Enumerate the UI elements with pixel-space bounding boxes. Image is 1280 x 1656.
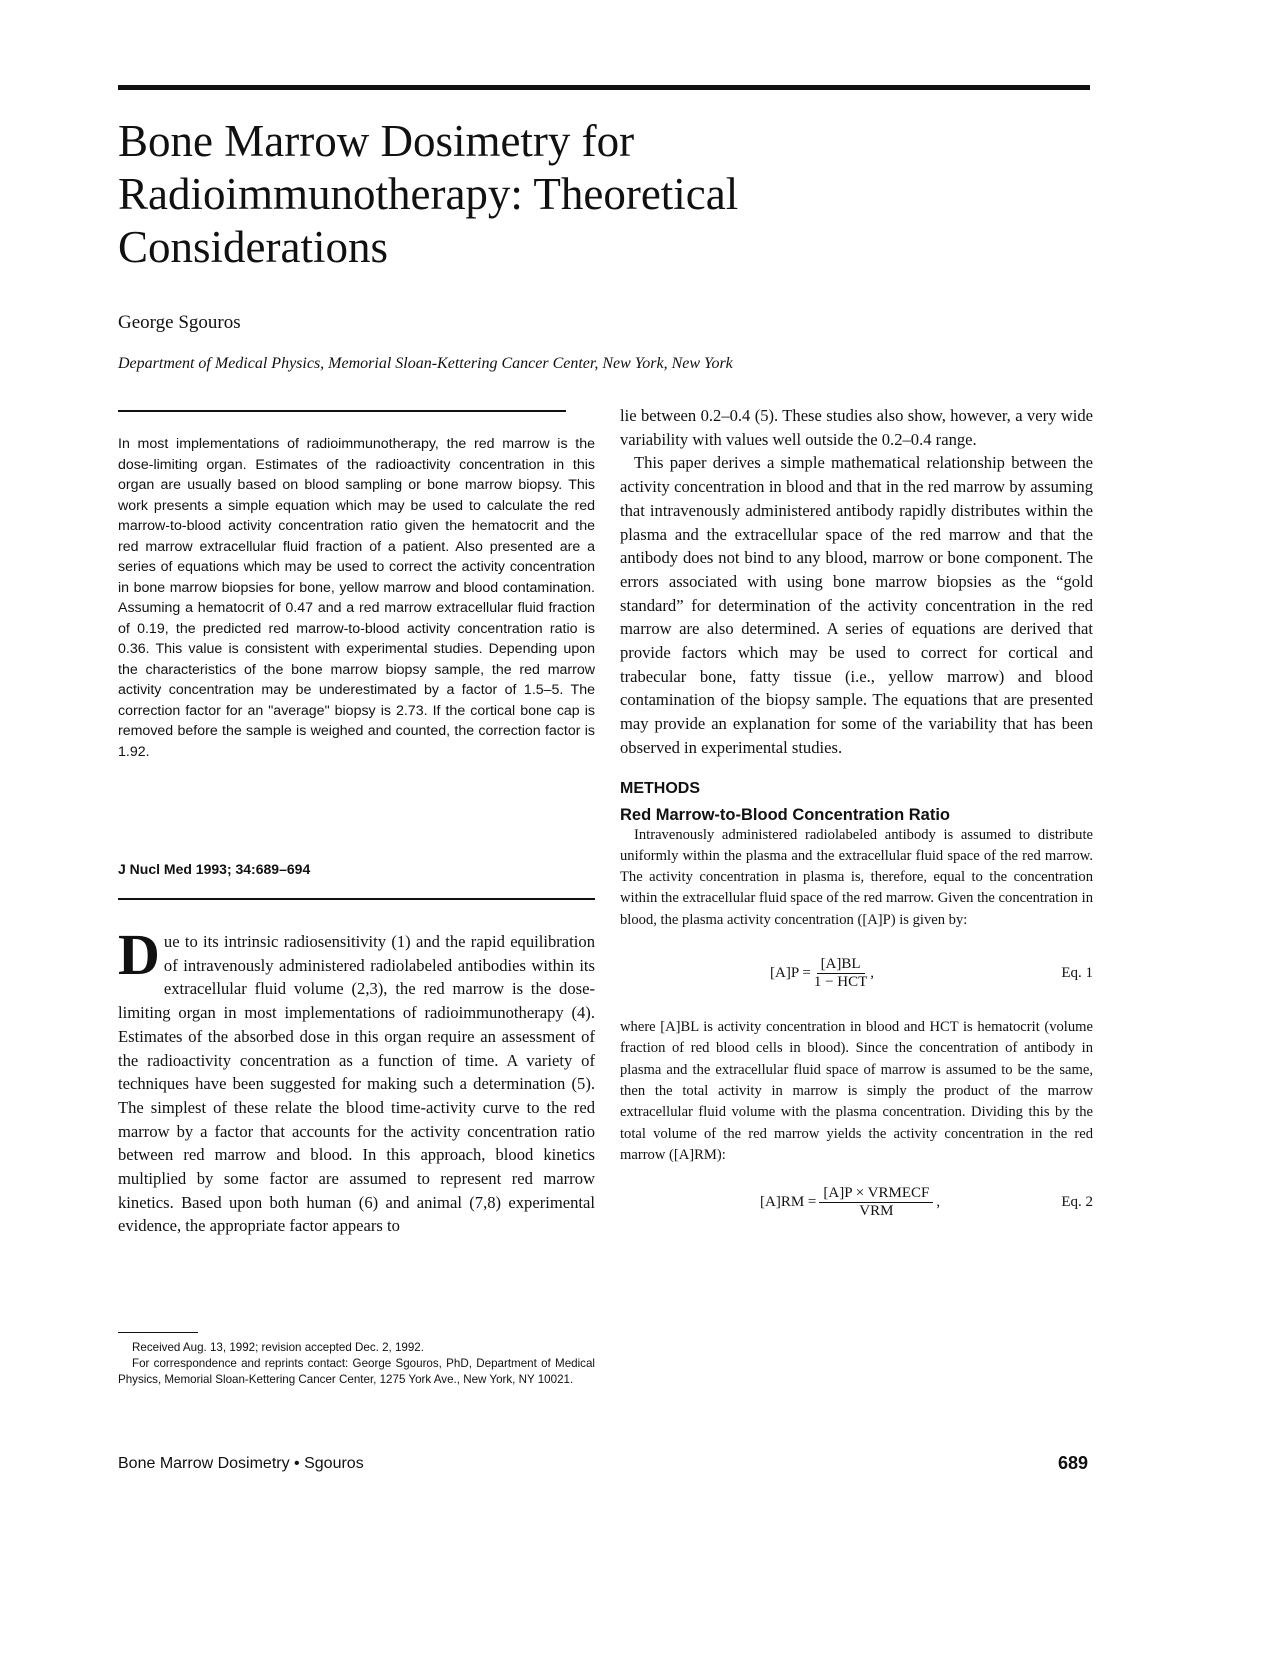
intro-text: ue to its intrinsic radiosensitivity (1) and the rapid equilibration of intravenously administered radiolabeled antibodies within its extracellular fluid volume (2,3), the red marrow is the dose-limiting organ in most implementations of radioimmunotherapy (4). Estimates of the absorbed dose in this organ require an assessment of the radioactivity concentration as a function of time. A variety of techniques have been suggested for making such a determination (5). The simplest of these relate the blood time-activity curve to the red marrow by a factor that accounts for the activity concentration ratio between red marrow and blood. In this approach, blood kinetics multiplied by some factor are assumed to represent red marrow kinetics. Based upon both human (6) and animal (7,8) experimental evidence, the appropriate factor appears to xyxy=(118,932,595,1236)
paragraph: Intravenously administered radiolabeled antibody is assumed to distribute uniformly within the plasma and the extracellular fluid space of the red marrow. The activity concentration in plasma is, therefore, equal to the concentration within the extracellular fluid space of the red marrow. Given the concentration in blood, the plasma activity concentration ([A]P) is given by: xyxy=(620,826,1093,928)
paragraph: This paper derives a simple mathematical relationship between the activity concentration in blood and that in the red marrow by assuming that intravenously administered antibody rapidly distributes within the plasma and the extracellular space of the red marrow and that the antibody does not bind to any blood, marrow or bone component. The errors associated with using bone marrow biopsies as the “gold standard” for determination of the activity concentration in the red marrow are also determined. A series of equations are derived that provide factors which may be used to correct for cortical and trabecular bone, fatty tissue (i.e., yellow marrow) and blood contamination of the biopsy sample. The equations that are presented may provide an explanation for some of the variability that has been observed in experimental studies. xyxy=(620,453,1093,757)
eq1-denominator: 1 − HCT xyxy=(813,973,868,990)
intro-paragraph xyxy=(118,922,595,1238)
eq1-numerator: [A]BL xyxy=(817,956,865,974)
intro-section xyxy=(118,922,595,1238)
footnote-received: Received Aug. 13, 1992; revision accepted Dec. 2, 1992. xyxy=(132,1341,424,1354)
eq1-comma: , xyxy=(870,964,875,981)
eq2-comma: , xyxy=(936,1193,941,1210)
affiliation: Department of Medical Physics, Memorial Sloan-Kettering Cancer Center, New York, New York xyxy=(118,355,733,372)
eq2-lhs: [A]RM = xyxy=(760,1193,817,1210)
eq2-numerator: [A]P × VRMECF xyxy=(819,1185,933,1203)
abstract-top-rule xyxy=(118,410,566,412)
equation-2 xyxy=(620,1180,1093,1224)
footnote-correspondence: For correspondence and reprints contact: George Sgouros, PhD, Department of Medical Physics, Memorial Sloan-Kettering Cancer Center, 1275 York Ave., New York, NY 10021. xyxy=(118,1357,595,1386)
top-rule xyxy=(118,85,1090,90)
eq2-denominator: VRM xyxy=(859,1202,894,1219)
right-column xyxy=(620,404,1093,1238)
paragraph: where [A]BL is activity concentration in blood and HCT is hematocrit (volume fraction of red blood cells in blood). Since the concentration of antibody in plasma and the extracellular fluid space of marrow is assumed to be the same, then the total activity in marrow is simply the product of the marrow extracellular fluid volume with the plasma concentration. Dividing this by the total volume of the red marrow yields the activity concentration in the red marrow ([A]RM): xyxy=(620,1019,1093,1163)
footnotes xyxy=(118,1340,595,1388)
running-title: Bone Marrow Dosimetry • Sgouros xyxy=(118,1455,364,1472)
drop-cap: D xyxy=(118,922,160,987)
eq1-label: Eq. 1 xyxy=(1061,964,1093,981)
footnote-rule xyxy=(118,1332,198,1333)
author: George Sgouros xyxy=(118,312,241,333)
page-number: 689 xyxy=(1058,1453,1089,1473)
section-heading: METHODS xyxy=(620,779,700,797)
eq2-label: Eq. 2 xyxy=(1061,1193,1093,1210)
abstract: In most implementations of radioimmunotherapy, the red marrow is the dose-limiting organ. Estimates of the radioactivity concentration in this organ are usually based on blood sampling or bone marrow biopsy. This work presents a simple equation which may be used to calculate the red marrow-to-blood activity concentration ratio given the hematocrit and the red marrow extracellular fluid fraction of a patient. Also presented are a series of equations which may be used to correct the activity concentration in bone marrow biopsies for bone, yellow marrow and blood contamination. Assuming a hematocrit of 0.47 and a red marrow extracellular fluid fraction of 0.19, the predicted red marrow-to-blood activity concentration ratio is 0.36. This value is consistent with experimental studies. Depending upon the characteristics of the bone marrow biopsy sample, the red marrow activity concentration may be underestimated by a factor of 1.5–5. The correction factor for an "average" biopsy is 2.73. If the cortical bone cap is removed before the sample is weighed and counted, the correction factor is 1.92. xyxy=(118,436,595,760)
subsection-heading: Red Marrow-to-Blood Concentration Ratio xyxy=(620,805,950,824)
abstract-bottom-rule xyxy=(118,898,595,900)
equation-1 xyxy=(620,951,1093,995)
article-title: Bone Marrow Dosimetry for Radioimmunotherapy: Theoretical Considerations xyxy=(118,116,739,272)
paragraph: lie between 0.2–0.4 (5). These studies also show, however, a very wide variability with values well outside the 0.2–0.4 range. xyxy=(620,406,1093,449)
citation: J Nucl Med 1993; 34:689–694 xyxy=(118,861,311,877)
eq1-lhs: [A]P = xyxy=(770,964,811,981)
